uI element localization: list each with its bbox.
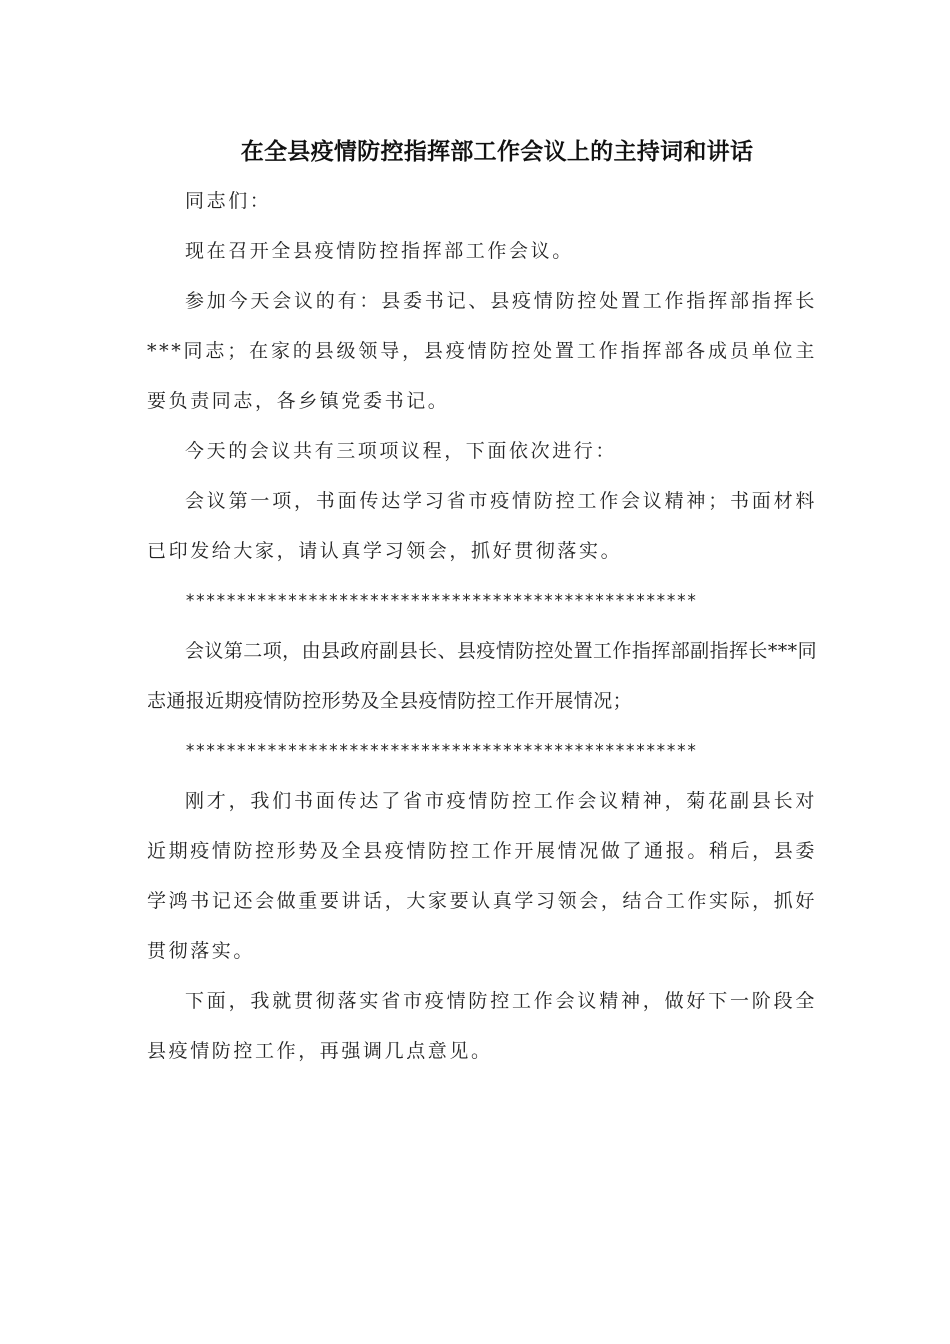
- paragraph-greeting: 同志们：: [185, 190, 272, 212]
- document-page: [147, 128, 817, 1076]
- paragraph-item-one: 会议第一项，书面传达学习省市疫情防控工作会议精神；书面材料已印发给大家，请认真学习领会，抓好贯彻落实。: [147, 490, 817, 562]
- paragraph-item-two: 会议第二项，由县政府副县长、县疫情防控处置工作指挥部副指挥长***同志通报近期疫情防控形势及全县疫情防控工作开展情况；: [147, 640, 817, 712]
- separator-asterisks: **************************************************: [185, 591, 697, 611]
- paragraph-agenda: 今天的会议共有三项项议程，下面依次进行：: [185, 440, 618, 462]
- paragraph-summary: 刚才，我们书面传达了省市疫情防控工作会议精神，菊花副县长对近期疫情防控形势及全县疫情防控工作开展情况做了通报。稍后，县委学鸿书记还会做重要讲话，大家要认真学习领会，结合工作实际，抓好贯彻落实。: [147, 790, 817, 962]
- document-body: [147, 176, 817, 1076]
- paragraph-opening: 现在召开全县疫情防控指挥部工作会议。: [185, 240, 574, 262]
- separator-asterisks: **************************************************: [185, 741, 697, 761]
- document-title: 在全县疫情防控指挥部工作会议上的主持词和讲话: [240, 139, 754, 165]
- paragraph-attendees: 参加今天会议的有：县委书记、县疫情防控处置工作指挥部指挥长***同志；在家的县级领导，县疫情防控处置工作指挥部各成员单位主要负责同志，各乡镇党委书记。: [147, 290, 817, 412]
- paragraph-closing: 下面，我就贯彻落实省市疫情防控工作会议精神，做好下一阶段全县疫情防控工作，再强调几点意见。: [147, 990, 817, 1062]
